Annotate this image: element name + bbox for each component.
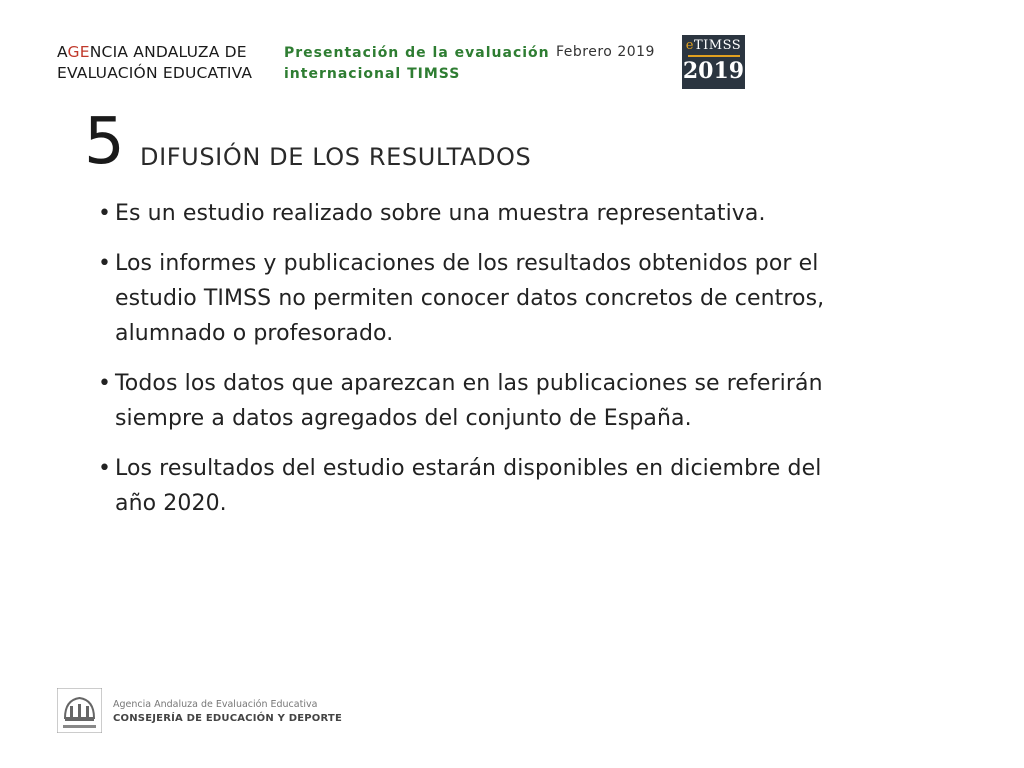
bullet-dot: • [98,456,112,481]
logo-divider [688,55,740,57]
bullet-dot: • [98,251,112,276]
bullet-list [98,196,868,536]
junta-andalucia-emblem-icon [57,688,102,733]
presentation-line-2: internacional TIMSS [284,66,461,82]
section-number: 5 [84,105,125,179]
agency-line-1-highlight: GE [67,43,90,61]
bullet-text: Todos los datos que aparezcan en las publicaciones se referirán siempre a datos agregados del conjunto de España. [115,371,823,431]
bullet-dot: • [98,201,112,226]
section-title: DIFUSIÓN DE LOS RESULTADOS [140,143,532,171]
presentation-line-1: Presentación de la evaluación [284,45,550,61]
logo-year: 2019 [682,58,745,84]
footer-logo [57,688,342,733]
agency-line-2: EVALUACIÓN EDUCATIVA [57,64,253,82]
presentation-title [284,43,550,85]
logo-timss: TIMSS [694,38,742,53]
agency-line-1 [57,42,252,63]
logo-wordmark [682,38,745,53]
bullet-item [98,246,868,351]
bullet-item [98,366,868,436]
bullet-text: Los resultados del estudio estarán disponibles en diciembre del año 2020. [115,456,822,516]
logo-e: e [685,38,694,53]
agency-line-1-start: A [57,43,68,61]
date-label: Febrero 2019 [556,44,655,60]
agency-line-1-end: NCIA ANDALUZA DE [89,43,247,61]
footer-agency-name: Agencia Andaluza de Evaluación Educativa [113,699,318,710]
bullet-dot: • [98,371,112,396]
bullet-item [98,196,868,231]
bullet-text: Los informes y publicaciones de los resultados obtenidos por el estudio TIMSS no permiten conocer datos concretos de centros, alumnado o profesorado. [115,251,825,346]
agency-name [57,42,252,84]
bullet-text: Es un estudio realizado sobre una muestra representativa. [115,201,766,226]
bullet-item [98,451,868,521]
etimss-logo [682,35,745,89]
footer-department-name: CONSEJERÍA DE EDUCACIÓN Y DEPORTE [113,713,342,724]
